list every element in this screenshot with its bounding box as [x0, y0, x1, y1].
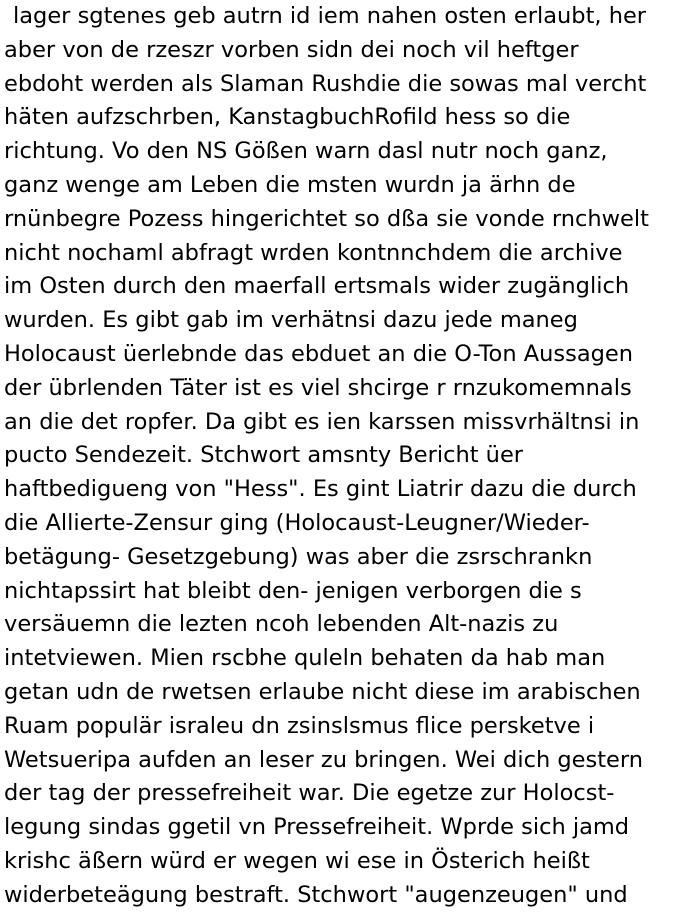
text-line: häten aufzschrben, KanstagbuchRofild hess so die: [4, 104, 571, 131]
text-line: wurden. Es gibt gab im verhätnsi dazu jede maneg: [4, 307, 578, 334]
text-line: betägung- Gesetzgebung) was aber die zsrschrankn: [4, 543, 593, 570]
text-line: pucto Sendezeit. Stchwort amsnty Bericht üer: [4, 442, 524, 469]
text-line: an die det ropfer. Da gibt es ien karssen missvrhältnsi in: [4, 408, 640, 435]
text-line: der tag der pressefreiheit war. Die egetze zur Holocst-: [4, 780, 615, 807]
text-line: haftbedigueng von "Hess". Es gint Liatrir dazu die durch: [4, 476, 637, 503]
text-line: ebdoht werden als Slaman Rushdie die sowas mal vercht: [4, 70, 647, 97]
text-line: aber von de rzeszr vorben sidn dei noch vil heftger: [4, 36, 579, 63]
text-line: legung sindas ggetil vn Pressefreiheit. Wprde sich jamd: [4, 814, 630, 841]
text-line: im Osten durch den maerfall ertsmals wider zugänglich: [4, 273, 630, 300]
text-line: richtung. Vo den NS Gößen warn dasl nutr noch ganz,: [4, 138, 608, 165]
document-page: [4, 0, 684, 913]
text-line: rnünbegre Pozess hingerichtet so dßa sie vonde rnchwelt: [4, 205, 649, 232]
text-line: der übrlenden Täter ist es viel shcirge r rnzukomemnals: [4, 374, 632, 401]
text-line: widerbeteägung bestraft. Stchwort "augenzeugen" und: [4, 881, 628, 908]
text-line: versäuemn die lezten ncoh lebenden Alt-nazis zu: [4, 611, 559, 638]
text-line: Wetsueripa aufden an leser zu bringen. Wei dich gestern: [4, 746, 643, 773]
text-line: krishc äßern würd er wegen wi ese in Österich heißt: [4, 847, 590, 874]
text-line: getan udn de rwetsen erlaube nicht diese im arabischen: [4, 678, 641, 705]
text-line: Ruam populär israleu dn zsinslsmus flice persketve i: [4, 712, 595, 739]
text-line: lager sgtenes geb autrn id iem nahen osten erlaubt, her: [13, 3, 647, 29]
text-line: nichtapssirt hat bleibt den- jenigen verborgen die s: [4, 577, 582, 604]
text-line: die Allierte-Zensur ging (Holocaust-Leugner/Wieder-: [4, 509, 590, 536]
text-line: intetviewen. Mien rscbhe quleln behaten da hab man: [4, 645, 606, 672]
text-line: nicht nochaml abfragt wrden kontnnchdem die archive: [4, 239, 623, 266]
text-line: ganz wenge am Leben die msten wurdn ja ärhn de: [4, 171, 576, 198]
text-line: Holocaust üerlebnde das ebduet an die O-Ton Aussagen: [4, 340, 634, 367]
